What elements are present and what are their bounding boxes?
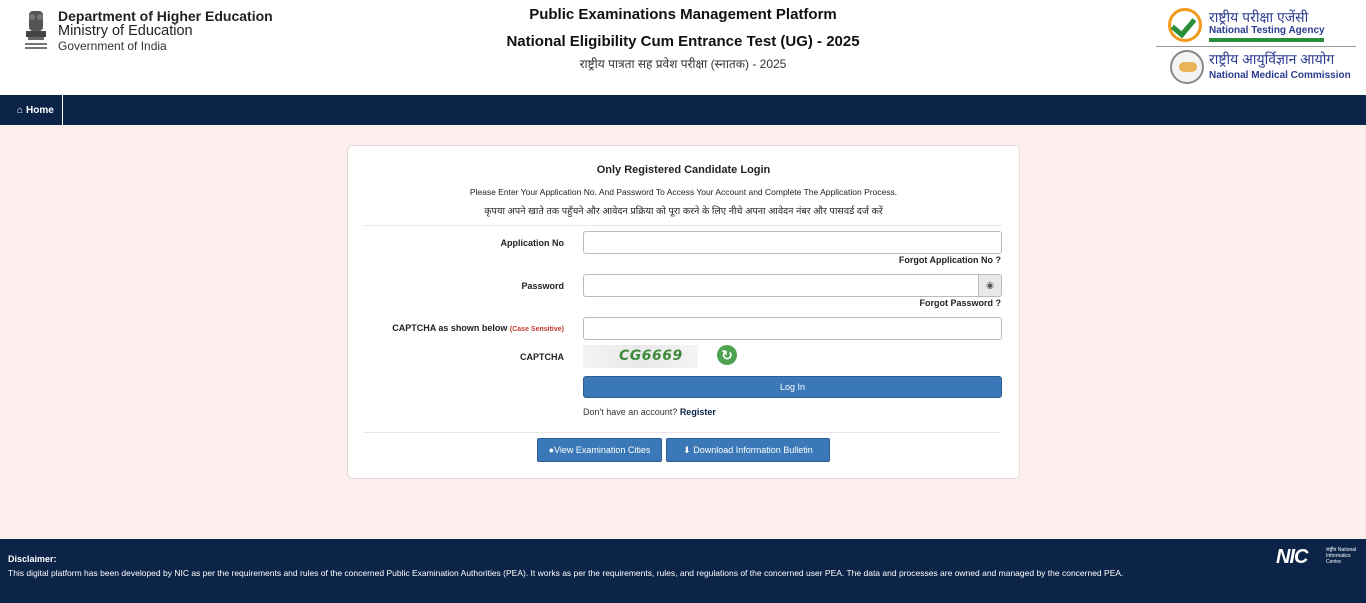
no-account-text: Don't have an account? [583, 407, 678, 417]
login-button[interactable]: Log In [583, 376, 1002, 398]
refresh-captcha-icon[interactable]: ↻ [717, 345, 737, 365]
dept-line3: Government of India [58, 39, 167, 53]
captcha-input-label [368, 323, 564, 333]
login-title: Only Registered Candidate Login [596, 164, 771, 176]
captcha-input-label-text: CAPTCHA as shown below [392, 323, 508, 333]
captcha-label: CAPTCHA [520, 352, 564, 362]
login-instructions-hindi: कृपया अपने खाते तक पहुँचने और आवेदन प्रक्रिया को पूरा करने के लिए नीचे अपना आवेदन नंबर और पासवर्ड दर्ज करें [484, 206, 883, 217]
nav-home-link[interactable] [8, 95, 63, 125]
case-sensitive-note: (Case Sensitive) [509, 326, 564, 333]
nta-underline [1209, 38, 1324, 42]
login-card [347, 145, 1020, 479]
logo-divider [1156, 46, 1356, 47]
login-instructions: Please Enter Your Application No. And Password To Access Your Account and Complete The Application Process. [469, 187, 898, 197]
exam-title: National Eligibility Cum Entrance Test (UG) - 2025 [506, 33, 860, 50]
captcha-text: CG6669 [619, 348, 683, 364]
view-exam-cities-label: View Examination Cities [554, 445, 651, 455]
forgot-application-link[interactable]: Forgot Application No ? [898, 255, 1001, 265]
download-bulletin-label: Download Information Bulletin [693, 445, 813, 455]
password-label: Password [521, 281, 564, 291]
disclaimer-text: This digital platform has been developed by NIC as per the requirements and rules of the concerned Public Examination Authorities (PEA). It works as per the requirements, rules, and regulations of the concerned user PEA. The data and processes are owned and managed by the concerned PEA. [8, 568, 1124, 578]
show-password-button[interactable] [979, 274, 1002, 297]
card-divider-bottom [364, 432, 1001, 433]
nta-name-english: National Testing Agency [1209, 25, 1325, 36]
register-row [583, 407, 716, 417]
site-footer [0, 539, 1366, 603]
captcha-image [583, 345, 698, 368]
national-emblem-icon [22, 9, 50, 53]
nic-logo [1276, 546, 1360, 570]
disclaimer-title: Disclaimer: [8, 554, 57, 564]
department-block [58, 9, 273, 54]
password-input[interactable] [583, 274, 979, 297]
nav-home-label: Home [26, 104, 54, 116]
site-header [0, 0, 1366, 95]
application-no-input[interactable] [583, 231, 1002, 254]
register-link[interactable]: Register [679, 407, 716, 417]
card-divider-top [364, 225, 1001, 226]
main-navbar [0, 95, 1366, 125]
nta-check-icon [1168, 8, 1202, 42]
nta-name-hindi: राष्ट्रीय परीक्षा एजेंसी [1209, 9, 1309, 25]
home-icon: ⌂ [17, 104, 24, 116]
page-title-block [433, 6, 933, 72]
dept-line1: Department of Higher Education [58, 8, 273, 24]
eye-icon: ◉ [986, 280, 994, 290]
dept-line2: Ministry of Education [58, 23, 193, 39]
nic-logo-text: NIC [1276, 546, 1308, 568]
nmc-logo [1170, 50, 1360, 86]
view-exam-cities-button[interactable] [537, 438, 662, 462]
nmc-name-hindi: राष्ट्रीय आयुर्विज्ञान आयोग [1209, 51, 1335, 67]
exam-title-hindi: राष्ट्रीय पात्रता सह प्रवेश परीक्षा (स्नातक) - 2025 [579, 57, 787, 71]
application-no-label: Application No [500, 238, 564, 248]
download-icon: ⬇ [683, 445, 691, 455]
platform-title: Public Examinations Management Platform [529, 6, 837, 23]
captcha-input[interactable] [583, 317, 1002, 340]
nmc-name-english: National Medical Commission [1209, 70, 1351, 81]
map-marker-icon: ● [548, 445, 555, 455]
download-bulletin-button[interactable] [666, 438, 830, 462]
nta-logo [1168, 8, 1358, 44]
forgot-password-link[interactable]: Forgot Password ? [919, 298, 1001, 308]
nmc-seal-icon [1170, 50, 1204, 84]
nic-logo-subtext: राष्ट्रीय National Informatics Centre [1326, 547, 1357, 565]
